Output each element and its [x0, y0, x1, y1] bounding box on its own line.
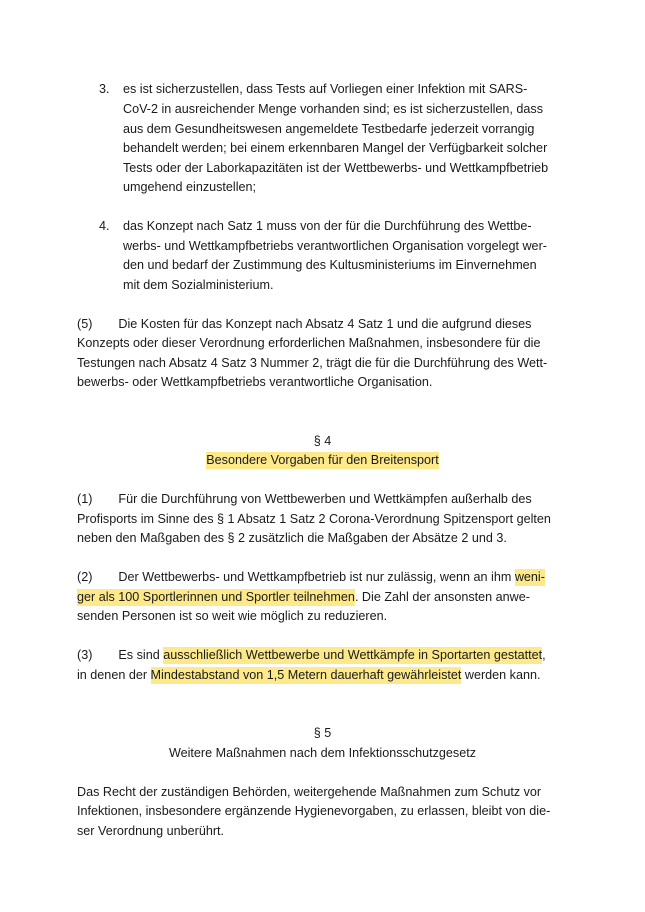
list-item-line: Tests oder der Laborkapazitäten ist der Wettbewerbs- und Wettkampfbetrieb: [123, 161, 549, 175]
paragraph-line: [77, 491, 532, 507]
list-item-line: den und bedarf der Zustimmung des Kultusministeriums im Einvernehmen: [123, 258, 537, 272]
paragraph-line: neben den Maßgaben des § 2 zusätzlich die Maßgaben der Absätze 2 und 3.: [77, 531, 507, 545]
section-title: [0, 452, 645, 468]
paragraph-line: [77, 569, 545, 585]
paragraph-line: ser Verordnung unberührt.: [77, 824, 225, 838]
paragraph-number: (5): [77, 317, 93, 331]
highlighted-text: ausschließlich Wettbewerbe und Wettkämpfe in Sportarten gestattet: [163, 648, 543, 662]
paragraph-line: [77, 316, 531, 332]
paragraph-line: senden Personen ist so weit wie möglich zu reduzieren.: [77, 609, 388, 623]
paragraph-line: [77, 589, 530, 605]
section-number: § 4: [313, 434, 332, 448]
paragraph-text: Für die Durchführung von Wettbewerben und Wettkämpfen außerhalb des: [118, 492, 532, 506]
list-item-line: mit dem Sozialministerium.: [123, 278, 274, 292]
list-item-number: 3.: [99, 82, 110, 96]
list-item-line: umgehend einzustellen;: [123, 180, 257, 194]
paragraph-text: Es sind: [118, 648, 164, 662]
paragraph-line: Das Recht der zuständigen Behörden, weitergehende Maßnahmen zum Schutz vor: [77, 785, 542, 799]
paragraph-line: bewerbs- oder Wettkampfbetriebs verantwortliche Organisation.: [77, 375, 433, 389]
list-item-line: es ist sicherzustellen, dass Tests auf Vorliegen einer Infektion mit SARS-: [123, 82, 528, 96]
paragraph-number: (1): [77, 492, 93, 506]
paragraph-line: Konzepts oder dieser Verordnung erforderlichen Maßnahmen, insbesondere für die: [77, 336, 541, 350]
paragraph-text: in denen der: [77, 668, 151, 682]
list-item-line: aus dem Gesundheitswesen angemeldete Testbedarfe jederzeit vorrangig: [123, 122, 535, 136]
list-item-line: das Konzept nach Satz 1 muss von der für die Durchführung des Wettbe-: [123, 219, 532, 233]
paragraph-text: Der Wettbewerbs- und Wettkampfbetrieb ist nur zulässig, wenn an ihm: [118, 570, 515, 584]
paragraph-line: Testungen nach Absatz 4 Satz 3 Nummer 2, trägt die für die Durchführung des Wett-: [77, 356, 548, 370]
highlighted-text: weni-: [514, 570, 545, 584]
paragraph-text: ,: [542, 648, 546, 662]
paragraph-line: [77, 667, 541, 683]
list-item-line: CoV-2 in ausreichender Menge vorhanden sind; es ist sicherzustellen, dass: [123, 102, 544, 116]
paragraph-text: Die Kosten für das Konzept nach Absatz 4 Satz 1 und die aufgrund dieses: [118, 317, 532, 331]
paragraph-text: . Die Zahl der ansonsten anwe-: [354, 590, 530, 604]
highlighted-text: Besondere Vorgaben für den Breitensport: [206, 453, 439, 467]
paragraph-number: (2): [77, 570, 93, 584]
paragraph-number: (3): [77, 648, 93, 662]
section-number: § 5: [313, 726, 332, 740]
list-item-line: werbs- und Wettkampfbetriebs verantwortlichen Organisation vorgelegt wer-: [123, 239, 547, 253]
section-title: Weitere Maßnahmen nach dem Infektionsschutzgesetz: [168, 746, 477, 760]
highlighted-text: ger als 100 Sportlerinnen und Sportler teilnehmen: [77, 590, 355, 604]
paragraph-text: werden kann.: [461, 668, 541, 682]
paragraph-line: Profisports im Sinne des § 1 Absatz 1 Satz 2 Corona-Verordnung Spitzensport gelten: [77, 512, 551, 526]
paragraph-line: Infektionen, insbesondere ergänzende Hygienevorgaben, zu erlassen, bleibt von die-: [77, 804, 551, 818]
list-item-number: 4.: [99, 219, 110, 233]
paragraph-line: [77, 647, 546, 663]
list-item-line: behandelt werden; bei einem erkennbaren Mangel der Verfügbarkeit solcher: [123, 141, 548, 155]
highlighted-text: Mindestabstand von 1,5 Metern dauerhaft gewährleistet: [150, 668, 462, 682]
